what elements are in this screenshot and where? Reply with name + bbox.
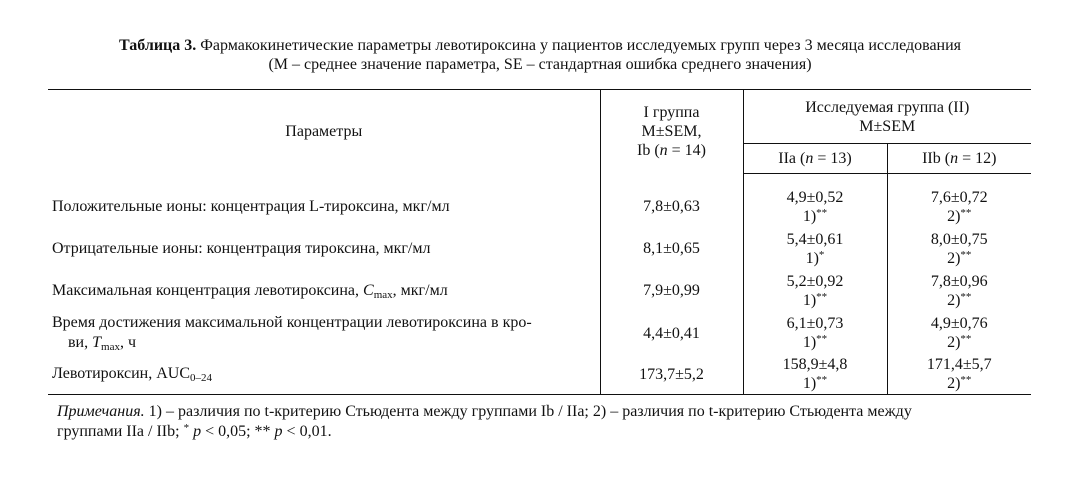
caption-title: Фармакокинетические параметры левотироксина у пациентов исследуемых групп через 3 месяца исследования xyxy=(200,37,962,54)
iib-note-ref: 2) xyxy=(947,207,961,225)
iib-mean: 7,6±0,72 xyxy=(930,188,988,206)
iib-note-ref: 2) xyxy=(947,291,961,309)
spacer-row xyxy=(48,174,1031,186)
iia-note-ref: 1) xyxy=(805,249,819,267)
row-param xyxy=(48,270,600,312)
row-iib-value xyxy=(887,186,1031,228)
param-pre: Левотироксин, AUC xyxy=(52,365,191,383)
header-row-1 xyxy=(48,90,1031,144)
iib-sig: ** xyxy=(960,374,972,387)
iia-sig: ** xyxy=(816,206,828,219)
iia-note-ref: 1) xyxy=(802,334,817,351)
row-iib-value xyxy=(887,312,1031,355)
iib-sig: ** xyxy=(960,333,972,345)
table-notes xyxy=(57,402,1032,442)
notes-text2-b: < 0,05; xyxy=(201,423,255,440)
spacer-cell xyxy=(48,174,600,186)
header-subgroup-a xyxy=(743,144,887,174)
param-pre: ви, xyxy=(68,334,93,351)
iia-note xyxy=(744,291,887,310)
iib-mean: 4,9±0,76 xyxy=(930,315,988,332)
iia-note xyxy=(744,207,887,226)
caption-label: Таблица 3. xyxy=(118,37,197,54)
param-post: , ч xyxy=(119,334,137,351)
iia-mean: 5,2±0,92 xyxy=(786,272,844,290)
iia-sig: ** xyxy=(816,333,828,345)
param-pre: Максимальная концентрация левотироксина, xyxy=(52,281,364,299)
iia-mean: 6,1±0,73 xyxy=(786,315,844,332)
iia-mean: 158,9±4,8 xyxy=(782,356,848,374)
spacer-cell xyxy=(887,174,1031,186)
row-group1-value: 4,4±0,41 xyxy=(600,312,743,355)
header-group1-line1: I группа xyxy=(643,104,700,122)
sub-b-pre: IIb ( xyxy=(922,149,951,167)
notes-star2: ** xyxy=(254,423,271,440)
sub-b-post: = 12) xyxy=(958,149,997,167)
iia-mean: 5,4±0,61 xyxy=(786,230,844,248)
iib-note-ref: 2) xyxy=(947,249,961,267)
header-group1-line3-a: Ib ( xyxy=(636,142,660,160)
spacer-cell xyxy=(600,174,743,186)
notes-label: Примечания. xyxy=(57,403,145,420)
row-param: Положительные ионы: концентрация L-тироксина, мкг/мл xyxy=(52,197,450,215)
header-group1-line3 xyxy=(601,141,743,160)
table-row xyxy=(48,186,1031,228)
row-iia-value xyxy=(743,312,887,355)
caption-line-1 xyxy=(40,36,1040,55)
row-iib-value xyxy=(887,228,1031,270)
notes-text2-a: группами IIa / IIb; xyxy=(57,423,184,440)
row-iib-value xyxy=(887,355,1031,395)
caption-subtitle: (М – среднее значение параметра, SE – стандартная ошибка среднего значения) xyxy=(268,56,812,73)
row-iia-value xyxy=(743,186,887,228)
iia-note-ref: 1) xyxy=(802,291,817,309)
param-subscript: max xyxy=(373,288,393,301)
param-subscript: max xyxy=(101,341,120,353)
iib-mean: 8,0±0,75 xyxy=(930,230,988,248)
header-group1-line2: M±SEM, xyxy=(641,123,702,141)
iib-note xyxy=(888,207,1032,226)
iia-sig: * xyxy=(818,248,825,261)
iib-sig: ** xyxy=(960,206,972,219)
row-group1-value: 173,7±5,2 xyxy=(600,355,743,395)
iia-note-ref: 1) xyxy=(802,207,817,225)
iib-note-ref: 2) xyxy=(947,334,961,351)
notes-p2: p xyxy=(274,423,283,440)
param-line2 xyxy=(52,333,600,353)
row-iia-value xyxy=(743,228,887,270)
param-post: , мкг/мл xyxy=(392,281,448,299)
notes-line1 xyxy=(57,402,1032,422)
notes-line2 xyxy=(57,422,1032,442)
table-row xyxy=(48,355,1031,395)
header-group1-n: n xyxy=(659,142,668,160)
iib-sig: ** xyxy=(960,290,972,303)
iia-sig: ** xyxy=(816,374,828,387)
sub-b-n: n xyxy=(950,149,959,167)
iib-note xyxy=(888,291,1032,310)
row-iib-value xyxy=(887,270,1031,312)
pharmacokinetics-table xyxy=(48,89,1031,395)
row-param xyxy=(48,312,600,355)
iia-note xyxy=(744,333,887,352)
header-group2-line2: M±SEM xyxy=(859,117,916,135)
iib-note xyxy=(888,249,1032,268)
iib-mean: 171,4±5,7 xyxy=(926,356,992,374)
row-group1-value: 7,8±0,63 xyxy=(600,186,743,228)
table-caption xyxy=(40,36,1040,74)
row-iia-value xyxy=(743,355,887,395)
iib-mean: 7,8±0,96 xyxy=(930,272,988,290)
sub-a-pre: IIa ( xyxy=(778,149,806,167)
spacer-cell xyxy=(743,174,887,186)
iib-note-ref: 2) xyxy=(947,375,961,393)
header-subgroup-b xyxy=(887,144,1031,174)
notes-p1: p xyxy=(193,423,202,440)
param-symbol: T xyxy=(92,334,102,351)
header-params: Параметры xyxy=(48,90,600,174)
notes-text1: 1) – различия по t-критерию Стьюдента между группами Ib / IIa; 2) – различия по t-критерию Стьюдента между xyxy=(144,403,912,420)
notes-text2-c: < 0,01. xyxy=(282,423,332,440)
header-group2 xyxy=(743,90,1031,144)
row-param xyxy=(48,355,600,395)
iib-sig: ** xyxy=(960,248,972,261)
header-group1 xyxy=(600,90,743,174)
header-group1-line3-b: = 14) xyxy=(667,142,706,160)
param-subscript: 0–24 xyxy=(190,372,213,385)
row-param: Отрицательные ионы: концентрация тироксина, мкг/мл xyxy=(52,239,431,257)
row-group1-value: 7,9±0,99 xyxy=(600,270,743,312)
param-symbol: C xyxy=(363,281,374,299)
table-row xyxy=(48,228,1031,270)
param-line1: Время достижения максимальной концентрации левотироксина в кро- xyxy=(52,314,532,331)
table-row xyxy=(48,270,1031,312)
table-row xyxy=(48,312,1031,355)
header-group2-line1: Исследуемая группа (II) xyxy=(805,98,970,116)
iia-note-ref: 1) xyxy=(802,375,817,393)
sub-a-post: = 13) xyxy=(813,149,852,167)
iia-note xyxy=(744,374,887,393)
notes-star1: * xyxy=(183,422,190,434)
iia-sig: ** xyxy=(816,290,828,303)
row-iia-value xyxy=(743,270,887,312)
iib-note xyxy=(888,374,1032,393)
row-group1-value: 8,1±0,65 xyxy=(600,228,743,270)
iia-mean: 4,9±0,52 xyxy=(786,188,844,206)
iia-note xyxy=(744,249,887,268)
sub-a-n: n xyxy=(805,149,814,167)
iib-note xyxy=(888,333,1032,352)
